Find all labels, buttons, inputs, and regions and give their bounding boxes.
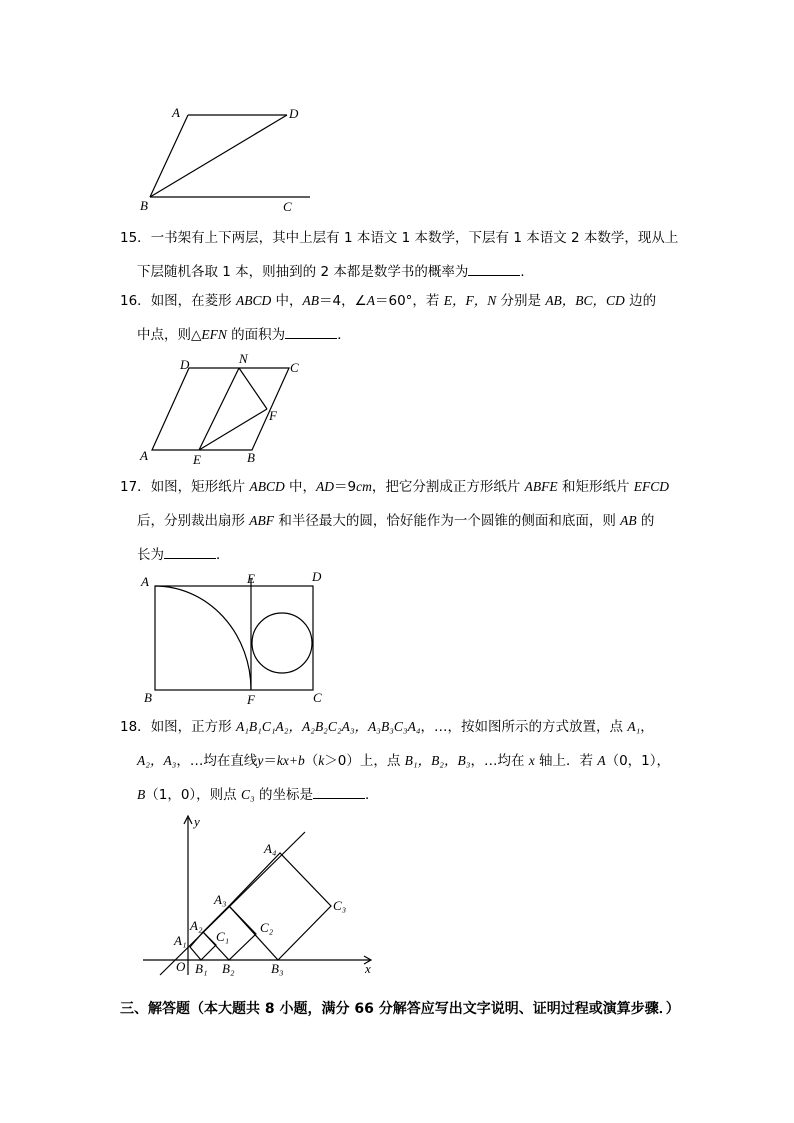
q17-t4: AD [316,479,335,494]
answer-blank-16[interactable] [285,326,337,339]
q16-t8: E，F，N [443,293,497,308]
q14-lines [150,115,310,197]
label-A: A [172,105,180,120]
q17-t8: ABFE [524,479,558,494]
square-A2B2C2A3 [203,906,256,960]
arc-ABF [155,586,251,690]
q18-t2: A₁B₁C₁A₂，A₂B₂C₂A₃，A₃B₃C₃A₄ [235,719,421,734]
label-C: C [313,690,322,705]
segment-NF [239,368,267,409]
q18-t22: C₃ [240,787,255,802]
q17-t2: ABCD [249,479,285,494]
q18-t23: 的坐标是 [254,787,313,803]
q18-t14: B₁，B₂，B₃ [404,753,471,768]
q16-t11: 边的 [624,293,657,309]
q18-t13: ＞0）上，点 [324,753,405,769]
q18-t20: B [137,787,146,802]
q17-t16: 长为 [137,547,164,563]
q18-t11: （ [304,753,319,769]
q16-t10: AB，BC，CD [545,293,625,308]
figure-q14 [130,100,330,220]
q18-t4: A₁ [627,719,641,734]
q16-t2: ABCD [235,293,272,308]
q17-t3: 中， [284,479,317,495]
section-3-heading: 三、解答题（本大题共 8 小题，满分 66 分解答应写出文字说明、证明过程或演算步骤．） [120,1001,680,1017]
q18-t12: k [318,753,325,768]
q18-t6: A₂，A₃ [137,753,177,768]
q17-number: 17． [120,479,151,495]
label-y: y [194,814,200,829]
q16-t14: 的面积为 [226,327,286,343]
q18-t15: ，…均在 [470,753,529,769]
question-17 [120,478,669,564]
q16-t5: ＝4，∠ [319,293,367,309]
q16-t6: A [366,293,375,308]
segment-BD [150,115,287,197]
label-F: F [247,692,255,707]
question-16 [120,292,656,344]
figure-q17 [138,568,338,713]
q17-tail: ． [216,547,230,563]
label-C1: C₁ [216,929,230,944]
q15-line1 [120,230,678,247]
q17-t12: ABF [249,513,275,528]
q17-line1 [120,478,669,496]
label-C3: C₃ [333,898,347,913]
q15-number: 15． [120,230,151,246]
label-A: A [141,574,149,589]
q18-t9: ＝ [263,753,277,769]
label-B: B [247,450,255,465]
label-A: A [140,448,148,463]
label-E: E [247,571,255,586]
q17-t10: EFCD [633,479,670,494]
question-15 [120,230,678,281]
answer-blank-17[interactable] [164,546,216,559]
label-A3: A₃ [214,892,227,907]
q18-line1 [120,718,670,736]
q17-line2 [120,512,669,530]
q15-text-1: 一书架有上下两层，其中上层有 1 本语文 1 本数学，下层有 1 本语文 2 本数学，现从上 [150,230,679,246]
question-18 [120,718,670,804]
label-A2: A₂ [190,918,203,933]
q17-t7: ，把它分割成正方形纸片 [371,479,525,495]
q18-line3 [120,786,670,804]
label-D: D [180,357,190,372]
label-E: E [193,452,201,467]
q16-t4: AB [302,293,320,308]
q16-line2 [120,326,656,344]
label-A1: A₁ [174,933,187,948]
q18-t3: ，…，按如图所示的方式放置，点 [420,719,628,735]
q18-t5: ， [640,719,654,735]
q18-t1: 如图，正方形 [150,719,236,735]
label-A4: A₄ [264,841,277,856]
q16-line1 [120,292,656,310]
q17-t15: 的 [636,513,655,529]
q18-line2 [120,752,670,770]
q15-text-2: 下层随机各取 1 本，则抽到的 2 本都是数学书的概率为 [137,264,469,280]
segment-AB [150,115,188,197]
q17-line3 [120,546,669,564]
circle-inscribed [252,613,312,673]
label-B1: B₁ [195,961,208,976]
q18-t7: ，…均在直线 [176,753,258,769]
rectangle-ABCD [155,586,313,690]
q16-number: 16． [120,293,151,309]
label-O: O [176,959,186,974]
q18-t8: y [257,753,264,768]
label-x: x [365,961,371,976]
q18-tail: ． [364,787,379,803]
q17-t6: cm [356,479,372,494]
q18-t21: （1，0），则点 [145,787,241,803]
q16-tail: ． [337,327,351,343]
q16-t3: 中， [271,293,303,309]
q18-t10: kx+b [276,753,305,768]
q16-t9: 分别是 [496,293,546,309]
q17-t1: 如图，矩形纸片 [150,479,250,495]
label-C: C [290,360,299,375]
q17-t9: 和矩形纸片 [557,479,634,495]
q18-t19: （0，1）， [605,753,671,769]
figure-q16 [138,350,308,470]
figure-q18 [138,810,388,985]
label-N: N [239,351,248,366]
label-B: B [140,198,148,213]
q17-t11: 后，分别裁出扇形 [137,513,250,529]
answer-blank-18[interactable] [313,786,365,799]
label-B: B [144,690,152,705]
label-D: D [312,569,322,584]
label-B2: B₂ [222,961,235,976]
label-F: F [269,408,277,423]
label-B3: B₃ [271,961,284,976]
q17-t5: ＝9 [334,479,357,495]
q15-tail: ． [520,264,534,280]
q18-t18: A [597,753,606,768]
square-A1B1C1A2 [190,932,216,960]
label-D: D [289,106,299,121]
q16-t1: 如图，在菱形 [150,293,236,309]
q18-t16: x [528,753,535,768]
q16-t13: EFN [201,327,227,342]
answer-blank-15[interactable] [468,263,520,276]
line-y-kx-b [160,832,305,975]
q18-t17: 轴上．若 [534,753,598,769]
label-C2: C₂ [260,920,274,935]
q15-line2 [120,263,678,281]
square-A3B3C3A4 [229,853,331,960]
label-C: C [283,199,292,214]
q17-t13: 和半径最大的圆，恰好能作为一个圆锥的侧面和底面，则 [274,513,621,529]
q17-t14: AB [620,513,637,528]
q16-t12: 中点，则△ [137,327,202,343]
q16-t7: ＝60°，若 [374,293,444,309]
q18-number: 18． [120,719,151,735]
